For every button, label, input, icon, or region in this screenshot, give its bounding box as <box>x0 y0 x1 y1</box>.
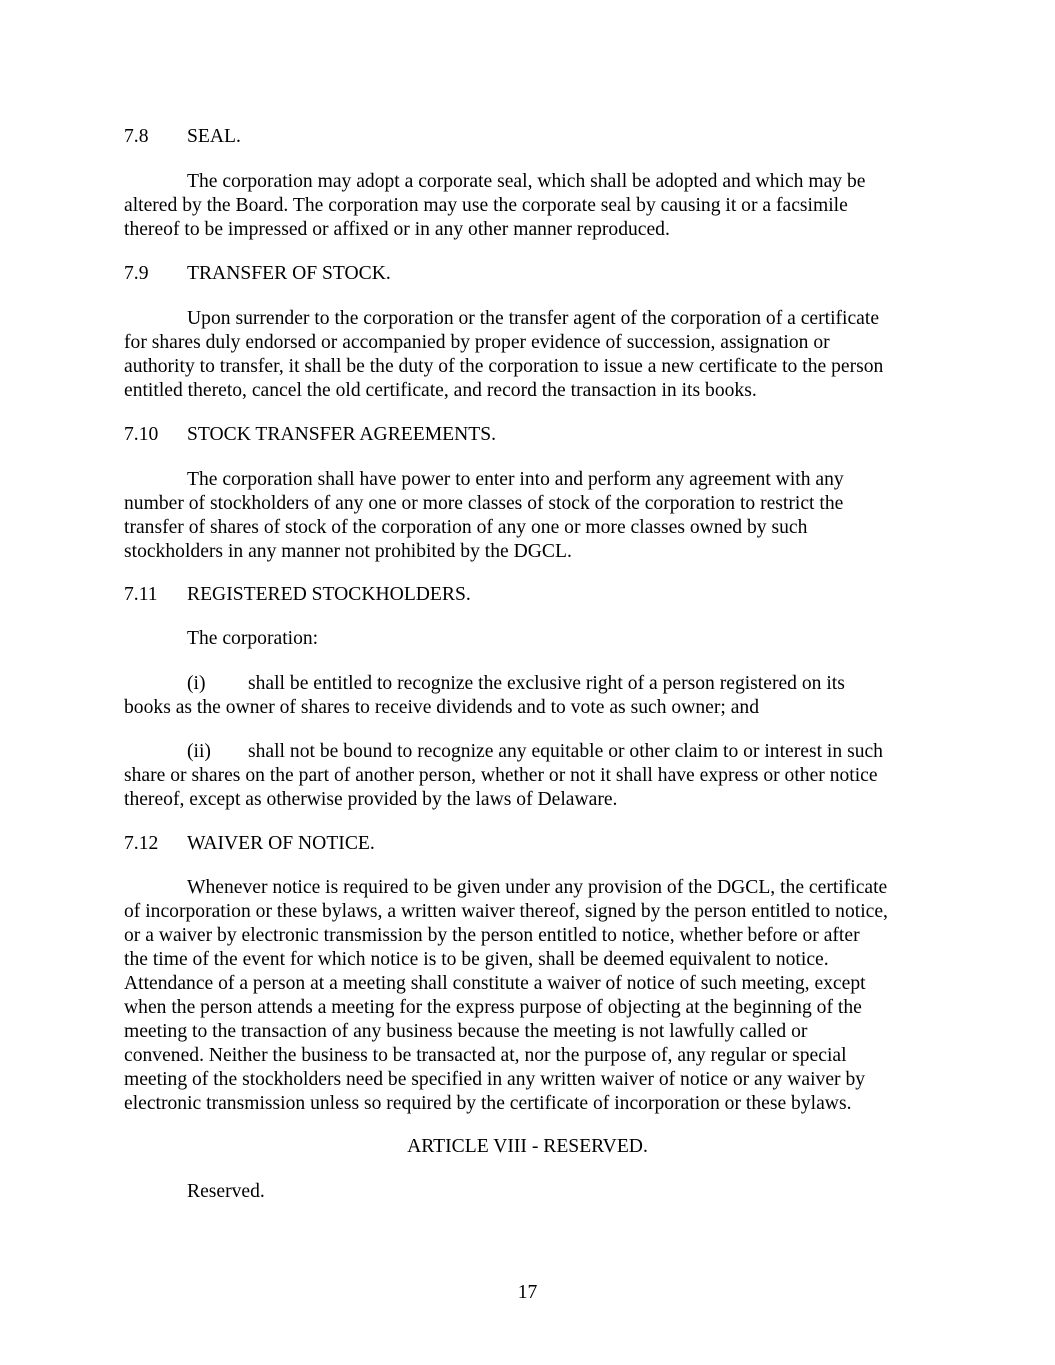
list-item-text: shall be entitled to recognize the exclusive right of a person registered on its <box>248 673 845 694</box>
section-7-12-number: 7.12 <box>124 833 159 854</box>
paragraph-line: number of stockholders of any one or more classes of stock of the corporation to restrict the <box>124 493 844 514</box>
paragraph-line: The corporation may adopt a corporate seal, which shall be adopted and which may be <box>187 171 866 192</box>
list-item-text: share or shares on the part of another person, whether or not it shall have express or other notice <box>124 765 878 786</box>
paragraph-line: meeting of the stockholders need be specified in any written waiver of notice or any waiver by <box>124 1069 866 1090</box>
paragraph-line: the time of the event for which notice is to be given, shall be deemed equivalent to notice. <box>124 949 829 970</box>
page-number: 17 <box>517 1282 538 1303</box>
paragraph-line: Whenever notice is required to be given under any provision of the DGCL, the certificate <box>187 877 888 898</box>
paragraph-line: or a waiver by electronic transmission by the person entitled to notice, whether before or after <box>124 925 860 946</box>
list-item-text: thereof, except as otherwise provided by the laws of Delaware. <box>124 789 618 810</box>
article-heading: ARTICLE VIII - RESERVED. <box>407 1136 648 1157</box>
paragraph-line: convened. Neither the business to be transacted at, nor the purpose of, any regular or special <box>124 1045 847 1066</box>
section-7-8-number: 7.8 <box>124 126 149 147</box>
paragraph-line: of incorporation or these bylaws, a written waiver thereof, signed by the person entitled to notice, <box>124 901 888 922</box>
list-item-text: books as the owner of shares to receive dividends and to vote as such owner; and <box>124 697 759 718</box>
paragraph-line: Attendance of a person at a meeting shall constitute a waiver of notice of such meeting, except <box>124 973 866 994</box>
section-7-11-title: REGISTERED STOCKHOLDERS. <box>187 584 471 605</box>
section-7-9-title: TRANSFER OF STOCK. <box>187 263 391 284</box>
paragraph-line: meeting to the transaction of any business because the meeting is not lawfully called or <box>124 1021 808 1042</box>
section-7-12-title: WAIVER OF NOTICE. <box>187 833 375 854</box>
paragraph-line: for shares duly endorsed or accompanied by proper evidence of succession, assignation or <box>124 332 830 353</box>
paragraph-line: transfer of shares of stock of the corporation of any one or more classes owned by such <box>124 517 808 538</box>
list-item-label: (i) <box>187 673 206 694</box>
paragraph-line: electronic transmission unless so required by the certificate of incorporation or these bylaws. <box>124 1093 852 1114</box>
article-body: Reserved. <box>187 1181 265 1202</box>
section-7-10-title: STOCK TRANSFER AGREEMENTS. <box>187 424 497 445</box>
section-7-8-title: SEAL. <box>187 126 241 147</box>
paragraph-line: thereof to be impressed or affixed or in any other manner reproduced. <box>124 219 670 240</box>
paragraph-line: altered by the Board. The corporation may use the corporate seal by causing it or a facsimile <box>124 195 848 216</box>
section-7-10-number: 7.10 <box>124 424 159 445</box>
section-7-9-number: 7.9 <box>124 263 149 284</box>
list-item-label: (ii) <box>187 741 211 762</box>
list-item-text: shall not be bound to recognize any equitable or other claim to or interest in such <box>248 741 883 762</box>
paragraph-line: when the person attends a meeting for the express purpose of objecting at the beginning of the <box>124 997 862 1018</box>
paragraph-line: entitled thereto, cancel the old certificate, and record the transaction in its books. <box>124 380 757 401</box>
paragraph-line: authority to transfer, it shall be the duty of the corporation to issue a new certificate to the person <box>124 356 884 377</box>
paragraph-line: Upon surrender to the corporation or the transfer agent of the corporation of a certificate <box>187 308 880 329</box>
section-7-11-number: 7.11 <box>124 584 158 605</box>
paragraph-intro: The corporation: <box>187 628 319 649</box>
paragraph-line: stockholders in any manner not prohibited by the DGCL. <box>124 541 572 562</box>
paragraph-line: The corporation shall have power to enter into and perform any agreement with any <box>187 469 844 490</box>
